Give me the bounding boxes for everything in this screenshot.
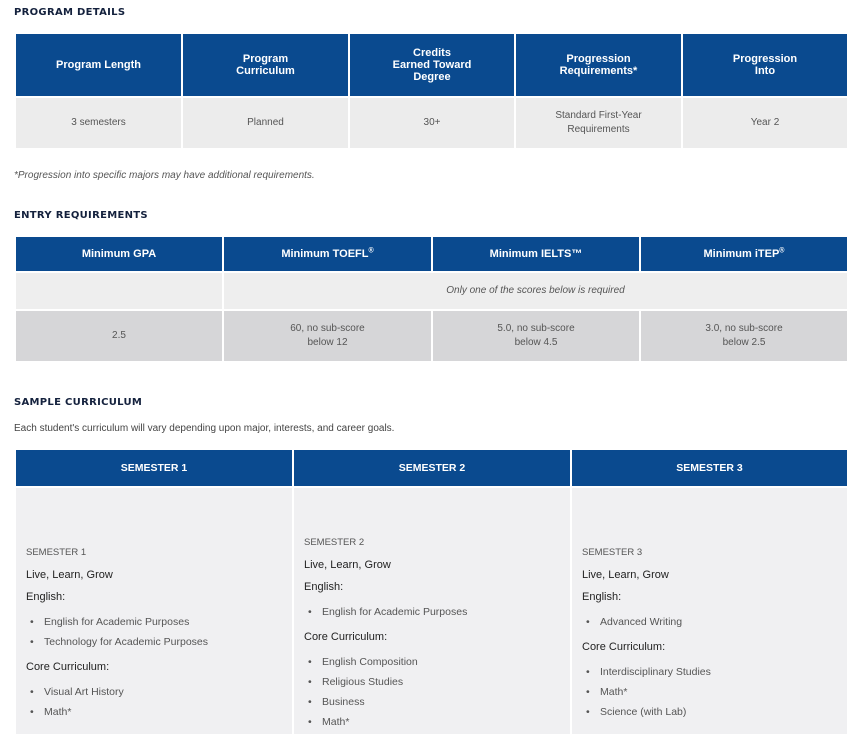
semester-label: SEMESTER 3 xyxy=(582,547,643,558)
empty-cell xyxy=(15,272,223,310)
header-progression-into: Progression Into xyxy=(682,33,848,97)
english-heading: English: xyxy=(26,591,66,603)
value-minimum-gpa: 2.5 xyxy=(15,310,223,362)
core-course-list xyxy=(304,652,560,732)
semester-3-cell xyxy=(571,487,848,735)
english-heading: English: xyxy=(304,581,344,593)
header-semester-1: SEMESTER 1 xyxy=(15,449,293,487)
list-item: • Religious Studies xyxy=(304,672,560,692)
list-item: • English for Academic Purposes xyxy=(26,612,282,632)
value-minimum-itep: 3.0, no sub-score below 2.5 xyxy=(640,310,848,362)
core-course-list xyxy=(26,682,282,722)
header-minimum-ielts: Minimum IELTS™ xyxy=(432,236,640,272)
entry-requirements-table xyxy=(14,235,849,363)
core-curriculum-heading: Core Curriculum: xyxy=(26,661,110,673)
list-item: • Interdisciplinary Studies xyxy=(582,662,837,682)
value-program-length: 3 semesters xyxy=(15,97,182,149)
list-item: • Science (with Lab) xyxy=(582,702,837,722)
curriculum-intro: Each student's curriculum will vary depending upon major, interests, and career goals. xyxy=(14,423,395,434)
list-item: • Business xyxy=(304,692,560,712)
value-minimum-toefl: 60, no sub-score below 12 xyxy=(223,310,432,362)
entry-requirements-title: ENTRY REQUIREMENTS xyxy=(14,210,148,221)
value-progression-requirements: Standard First-Year Requirements xyxy=(515,97,682,149)
core-course-list xyxy=(582,662,837,722)
progression-footnote: *Progression into specific majors may have additional requirements. xyxy=(14,170,315,181)
list-item: • English for Academic Purposes xyxy=(304,602,560,622)
registered-mark: ® xyxy=(368,247,374,255)
list-item: • Math* xyxy=(304,712,560,732)
list-item: • Technology for Academic Purposes xyxy=(26,632,282,652)
value-progression-into: Year 2 xyxy=(682,97,848,149)
english-heading: English: xyxy=(582,591,622,603)
header-minimum-gpa: Minimum GPA xyxy=(15,236,223,272)
sample-curriculum-table xyxy=(14,448,849,736)
scores-note: Only one of the scores below is required xyxy=(223,272,848,310)
header-credits-earned: Credits Earned Toward Degree xyxy=(349,33,515,97)
core-curriculum-heading: Core Curriculum: xyxy=(582,641,666,653)
list-item: • Visual Art History xyxy=(26,682,282,702)
header-program-length: Program Length xyxy=(15,33,182,97)
semester-subtitle: Live, Learn, Grow xyxy=(582,569,669,581)
value-program-curriculum: Planned xyxy=(182,97,349,149)
list-item: • English Composition xyxy=(304,652,560,672)
header-semester-3: SEMESTER 3 xyxy=(571,449,848,487)
header-semester-2: SEMESTER 2 xyxy=(293,449,571,487)
semester-1-cell xyxy=(15,487,293,735)
core-curriculum-heading: Core Curriculum: xyxy=(304,631,388,643)
sample-curriculum-title: SAMPLE CURRICULUM xyxy=(14,397,143,408)
header-program-curriculum: Program Curriculum xyxy=(182,33,349,97)
list-item: • Math* xyxy=(26,702,282,722)
semester-subtitle: Live, Learn, Grow xyxy=(304,559,391,571)
list-item: • Math* xyxy=(582,682,837,702)
english-course-list xyxy=(26,612,282,652)
header-minimum-toefl: Minimum TOEFL® xyxy=(223,236,432,272)
list-item: • Advanced Writing xyxy=(582,612,837,632)
program-details-table xyxy=(14,32,849,150)
english-course-list xyxy=(582,612,837,632)
program-details-title: PROGRAM DETAILS xyxy=(14,7,126,18)
registered-mark: ® xyxy=(779,247,785,255)
semester-label: SEMESTER 2 xyxy=(304,537,365,548)
header-progression-requirements: Progression Requirements* xyxy=(515,33,682,97)
value-credits-earned: 30+ xyxy=(349,97,515,149)
semester-2-cell xyxy=(293,487,571,735)
english-course-list xyxy=(304,602,560,622)
semester-subtitle: Live, Learn, Grow xyxy=(26,569,113,581)
value-minimum-ielts: 5.0, no sub-score below 4.5 xyxy=(432,310,640,362)
semester-label: SEMESTER 1 xyxy=(26,547,87,558)
header-minimum-itep: Minimum iTEP® xyxy=(640,236,848,272)
